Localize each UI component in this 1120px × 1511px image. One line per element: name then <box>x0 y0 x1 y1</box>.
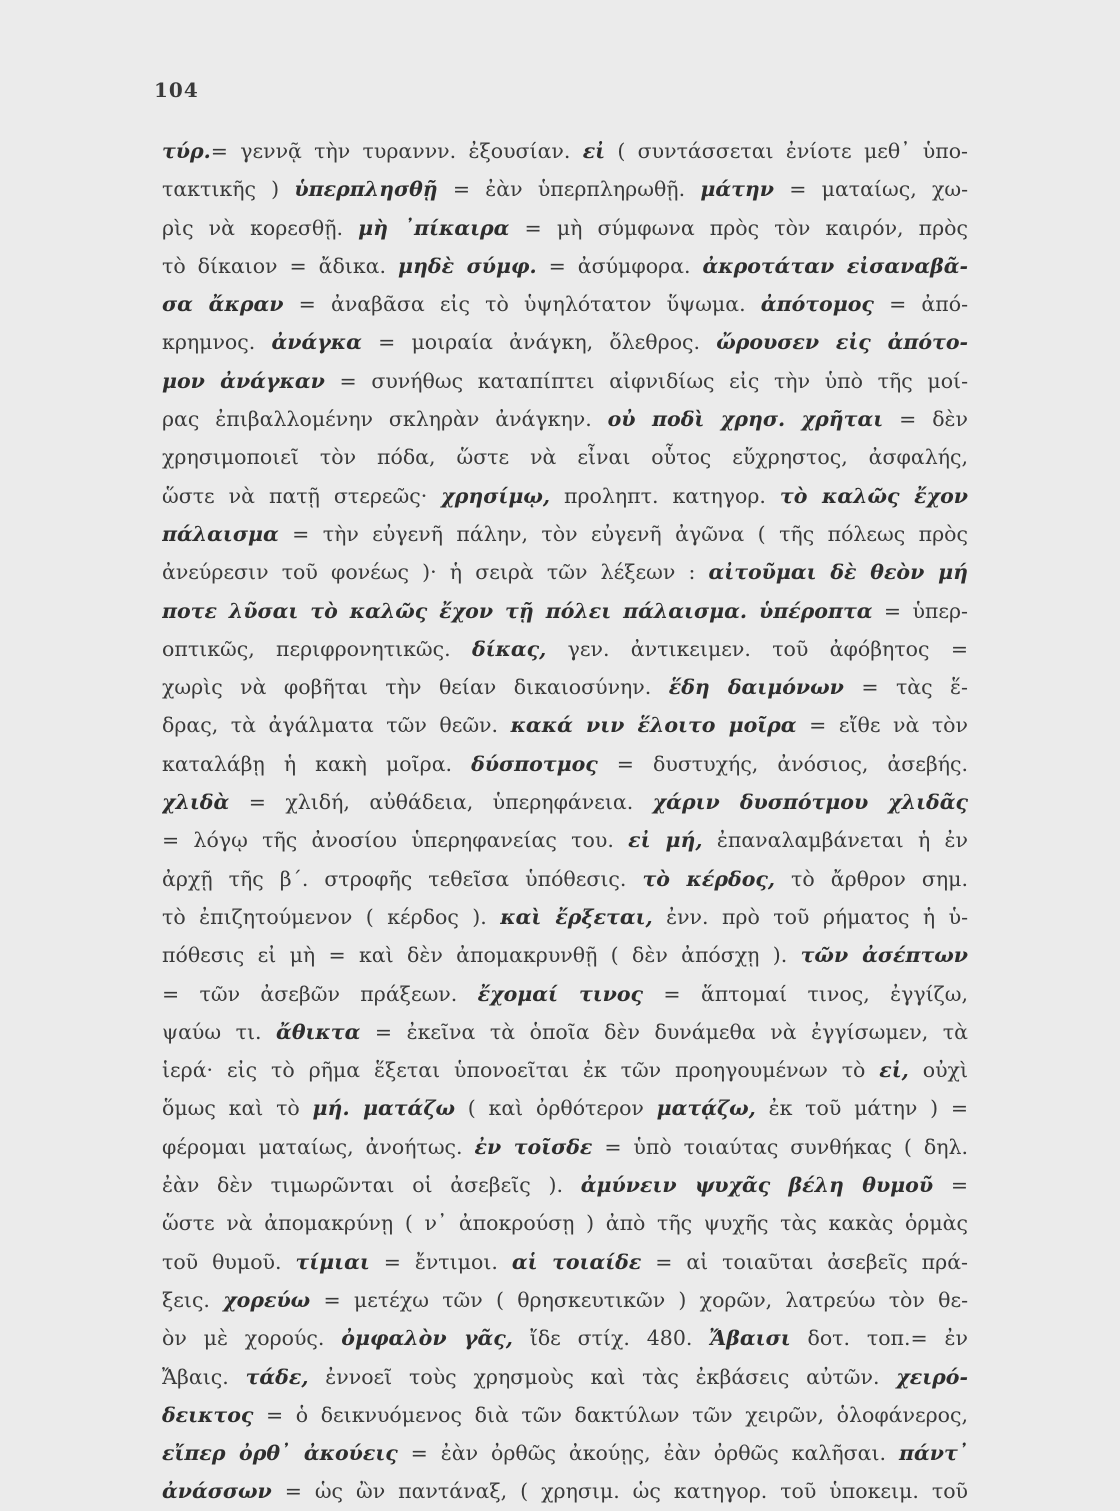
gloss-text: χωρὶς νὰ φοβῆται τὴν θείαν δικαιοσύνην. <box>162 675 669 700</box>
text-line <box>162 668 968 706</box>
gloss-text: προληπτ. κατηγορ. <box>550 483 780 508</box>
text-line <box>162 285 968 323</box>
lemma-term: ὤρουσεν εἰς ἀπότο- <box>716 330 968 355</box>
text-line <box>162 1358 968 1396</box>
gloss-text: ρας ἐπιβαλλομένην σκληρὰν ἀνάγκην. <box>162 407 608 432</box>
text-line <box>162 821 968 859</box>
lemma-term: χειρό- <box>896 1364 968 1389</box>
text-line <box>162 745 968 783</box>
lemma-term: πάντ᾽ <box>898 1441 968 1466</box>
lemma-term: ἔχομαί τινος <box>477 981 644 1006</box>
gloss-text: τὸ δίκαιον = ἄδικα. <box>162 253 398 278</box>
gloss-text: ρὶς νὰ κορεσθῇ. <box>162 215 359 240</box>
gloss-text: = ὡς ὢν παντάναξ, ( χρησιμ. ὡς κατηγορ. τοῦ ὑποκειμ. τοῦ <box>271 1479 968 1504</box>
lemma-term: κακά νιν ἕλοιτο μοῖρα <box>510 713 797 738</box>
gloss-text: ἐπαναλαμβάνεται ἡ ἐν <box>702 828 968 853</box>
lemma-term: ὀμφαλὸν γᾶς, <box>341 1326 513 1351</box>
page-number: 104 <box>154 78 199 102</box>
gloss-text: κρημνος. <box>162 330 272 355</box>
gloss-text: = χλιδή, αὐθάδεια, ὑπερηφάνεια. <box>229 790 653 815</box>
lemma-term: τίμιαι <box>295 1249 370 1274</box>
lemma-term: μὴ ᾽πίκαιρα <box>358 215 510 240</box>
gloss-text: = τὴν εὐγενῆ πάλην, τὸν εὐγενῆ ἀγῶνα ( τῆς πόλεως πρὸς <box>278 521 968 546</box>
lemma-term: τύρ. <box>162 139 211 163</box>
gloss-text: πόθεσις εἰ μὴ = καὶ δὲν ἀπομακρυνθῇ ( δὲν ἀπόσχῃ ). <box>162 943 801 968</box>
text-line <box>162 630 968 668</box>
lemma-term: εἰ <box>582 139 606 163</box>
gloss-text: = ματαίως, χω- <box>774 177 968 202</box>
lemma-term: ποτε λῦσαι τὸ καλῶς ἔχον τῇ πόλει πάλαισμα. ὑπέροπτα <box>162 598 873 623</box>
gloss-text: = ἔντιμοι. <box>369 1249 512 1274</box>
gloss-text: ἐνν. πρὸ τοῦ ρήματος ἡ ὑ- <box>652 904 968 929</box>
lemma-term: μον ἀνάγκαν <box>162 368 325 393</box>
lemma-term: ἀπότομος <box>760 292 874 317</box>
text-line <box>162 323 968 361</box>
text-line <box>162 1434 968 1472</box>
text-line <box>162 247 968 285</box>
gloss-text: = μοιραία ἀνάγκη, ὄλεθρος. <box>361 330 717 355</box>
gloss-text: = ἐὰν ὀρθῶς ἀκούῃς, ἐὰν ὀρθῶς καλῆσαι. <box>397 1441 899 1466</box>
lemma-term: τῶν ἀσέπτων <box>800 943 968 968</box>
gloss-text: φέρομαι ματαίως, ἀνοήτως. <box>162 1134 475 1159</box>
gloss-text: = αἱ τοιαῦται ἀσεβεῖς πρά- <box>641 1249 968 1274</box>
gloss-text: = ἐκεῖνα τὰ ὁποῖα δὲν δυνάμεθα νὰ ἐγγίσωμεν, τὰ <box>360 1019 968 1044</box>
lemma-term: δίκας, <box>471 636 547 661</box>
gloss-text: = ὁ δεικνυόμενος διὰ τῶν δακτύλων τῶν χειρῶν, ὁλοφάνερος, <box>253 1402 968 1427</box>
gloss-text: = εἴθε νὰ τὸν <box>796 713 968 738</box>
lemma-term: χλιδὰ <box>162 790 230 815</box>
gloss-text: ὸν μὲ χορούς. <box>162 1326 342 1351</box>
lemma-term: ἀνάσσων <box>162 1479 272 1504</box>
gloss-text: = δυστυχής, ἀνόσιος, ἀσεβής. <box>597 751 968 776</box>
lemma-term: χάριν δυσπότμου χλιδᾶς <box>652 790 968 815</box>
gloss-text: = συνήθως καταπίπτει αἰφνιδίως εἰς τὴν ὑπὸ τῆς μοί- <box>324 368 968 393</box>
gloss-text: = τὰς ἕ- <box>843 675 968 700</box>
text-line <box>162 132 968 170</box>
text-line <box>162 898 968 936</box>
lemma-term: ἐν τοῖσδε <box>474 1134 593 1159</box>
text-line <box>162 400 968 438</box>
gloss-text: = ἅπτομαί τινος, ἐγγίζω, <box>643 981 968 1006</box>
lemma-term: καὶ ἔρξεται, <box>500 904 653 929</box>
gloss-text: ( καὶ ὀρθότερον <box>455 1096 657 1121</box>
text-line <box>162 1089 968 1127</box>
gloss-text: = τῶν ἀσεβῶν πράξεων. <box>162 981 478 1006</box>
gloss-text: τακτικῆς ) <box>162 177 295 202</box>
commentary-text <box>162 132 968 1511</box>
text-line <box>162 170 968 208</box>
gloss-text: ἐκ τοῦ μάτην ) = <box>755 1096 968 1121</box>
text-line <box>162 1281 968 1319</box>
gloss-text: ἴδε στίχ. 480. <box>512 1326 710 1351</box>
text-line <box>162 1013 968 1051</box>
lemma-term: ἀμύνειν ψυχᾶς βέλη θυμοῦ <box>580 1173 934 1198</box>
text-line <box>162 1319 968 1357</box>
gloss-text: δρας, τὰ ἀγάλματα τῶν θεῶν. <box>162 713 511 738</box>
text-line <box>162 438 968 476</box>
text-line <box>162 1243 968 1281</box>
lemma-term: μηδὲ σύμφ. <box>397 253 537 278</box>
gloss-text: ὅμως καὶ τὸ <box>162 1096 313 1121</box>
gloss-text: ἱερά· εἰς τὸ ρῆμα ἕξεται ὑπονοεῖται ἐκ τῶν προηγουμένων τὸ <box>162 1058 880 1083</box>
gloss-text: = λόγῳ τῆς ἀνοσίου ὑπερηφανείας του. <box>162 828 629 853</box>
lemma-term: μή. ματάζω <box>312 1096 455 1121</box>
lemma-term: τὸ καλῶς ἔχον <box>779 483 968 508</box>
gloss-text: = ὑπὸ τοιαύτας συνθήκας ( δηλ. <box>592 1134 968 1159</box>
lemma-term: ἀνάγκα <box>271 330 362 355</box>
text-line <box>162 1051 968 1089</box>
gloss-text: οὐχὶ <box>908 1058 968 1083</box>
gloss-text: ὥστε νὰ ἀπομακρύνῃ ( ν᾽ ἀποκρούσῃ ) ἀπὸ τῆς ψυχῆς τὰς κακὰς ὁρμὰς <box>162 1211 968 1236</box>
gloss-text: = <box>933 1173 968 1198</box>
text-line <box>162 975 968 1013</box>
lemma-term: Ἄβαισι <box>709 1326 791 1351</box>
gloss-text: τὸ ἄρθρον σημ. <box>775 866 968 891</box>
lemma-term: χορεύω <box>223 1287 311 1312</box>
gloss-text: Ἄβαις. <box>162 1364 246 1389</box>
gloss-text: = ἀσύμφορα. <box>536 253 703 278</box>
text-line <box>162 1396 968 1434</box>
gloss-text: ψαύω τι. <box>162 1019 277 1044</box>
lemma-term: αἱ τοιαίδε <box>511 1249 642 1274</box>
lemma-term: ἕδη δαιμόνων <box>668 675 844 700</box>
lemma-term: ἀκροτάταν εἰσαναβᾶ- <box>702 253 968 278</box>
gloss-text: = γεννᾷ τὴν τυραννν. ἐξουσίαν. <box>210 139 583 163</box>
gloss-text: τοῦ θυμοῦ. <box>162 1249 296 1274</box>
gloss-text: τὸ ἐπιζητούμενον ( κέρδος ). <box>162 904 501 929</box>
gloss-text: ἀνεύρεσιν τοῦ φονέως )· ἡ σειρὰ τῶν λέξεων : <box>162 560 709 585</box>
lemma-term: τάδε, <box>245 1364 309 1389</box>
text-line <box>162 592 968 630</box>
gloss-text: = ὑπερ- <box>872 598 968 623</box>
gloss-text: = δὲν <box>883 407 968 432</box>
lemma-term: πάλαισμα <box>162 521 279 546</box>
gloss-text: = μὴ σύμφωνα πρὸς τὸν καιρόν, πρὸς <box>509 215 968 240</box>
lemma-term: δεικτος <box>162 1402 254 1427</box>
text-line <box>162 1204 968 1242</box>
gloss-text: καταλάβῃ ἡ κακὴ μοῖρα. <box>162 751 472 776</box>
text-line <box>162 477 968 515</box>
lemma-term: δύσποτμος <box>471 751 598 776</box>
gloss-text: οπτικῶς, περιφρονητικῶς. <box>162 636 472 661</box>
text-line <box>162 706 968 744</box>
gloss-text: ἐννοεῖ τοὺς χρησμοὺς καὶ τὰς ἐκβάσεις αὐτῶν. <box>308 1364 897 1389</box>
lemma-term: σα ἄκραν <box>162 292 284 317</box>
gloss-text: = ἐὰν ὑπερπληρωθῇ. <box>437 177 701 202</box>
gloss-text: ὥστε νὰ πατῇ στερεῶς· <box>162 483 442 508</box>
text-line <box>162 860 968 898</box>
text-line <box>162 1128 968 1166</box>
text-line <box>162 1166 968 1204</box>
lemma-term: εἰ μή, <box>628 828 703 853</box>
text-line <box>162 936 968 974</box>
text-line <box>162 209 968 247</box>
lemma-term: μάτην <box>700 177 775 202</box>
gloss-text: = μετέχω τῶν ( θρησκευτικῶν ) χορῶν, λατρεύω τὸν θε- <box>310 1287 968 1312</box>
text-line <box>162 362 968 400</box>
gloss-text: χρησιμοποιεῖ τὸν πόδα, ὥστε νὰ εἶναι οὗτος εὔχρηστος, ἀσφαλής, <box>162 445 968 470</box>
lemma-term: οὐ ποδὶ χρησ. χρῆται <box>607 407 884 432</box>
lemma-term: χρησίμῳ, <box>441 483 550 508</box>
lemma-term: εἰ, <box>879 1058 909 1083</box>
lemma-term: εἴπερ ὀρθ᾽ ἀκούεις <box>162 1441 398 1466</box>
gloss-text: ( συντάσσεται ἐνίοτε μεθ᾽ ὑπο- <box>605 139 968 163</box>
lemma-term: αἰτοῦμαι δὲ θεὸν μή <box>708 560 968 585</box>
text-line <box>162 515 968 553</box>
lemma-term: ματᾴζω, <box>656 1096 756 1121</box>
text-line <box>162 783 968 821</box>
lemma-term: ὑπερπλησθῇ <box>294 177 438 202</box>
gloss-text: = ἀπό- <box>873 292 968 317</box>
gloss-text: ξεις. <box>162 1287 224 1312</box>
lemma-term: ἄθικτα <box>276 1019 361 1044</box>
text-line <box>162 1472 968 1510</box>
gloss-text: ἐὰν δὲν τιμωρῶνται οἱ ἀσεβεῖς ). <box>162 1173 581 1198</box>
lemma-term: τὸ κέρδος, <box>642 866 775 891</box>
gloss-text: γεν. ἀντικειμεν. τοῦ ἀφόβητος = <box>546 636 968 661</box>
text-line <box>162 553 968 591</box>
gloss-text: = ἀναβᾶσα εἰς τὸ ὑψηλότατον ὕψωμα. <box>283 292 761 317</box>
gloss-text: δοτ. τοπ.= ἐν <box>790 1326 968 1351</box>
gloss-text: ἀρχῇ τῆς β΄. στροφῆς τεθεῖσα ὑπόθεσις. <box>162 866 643 891</box>
